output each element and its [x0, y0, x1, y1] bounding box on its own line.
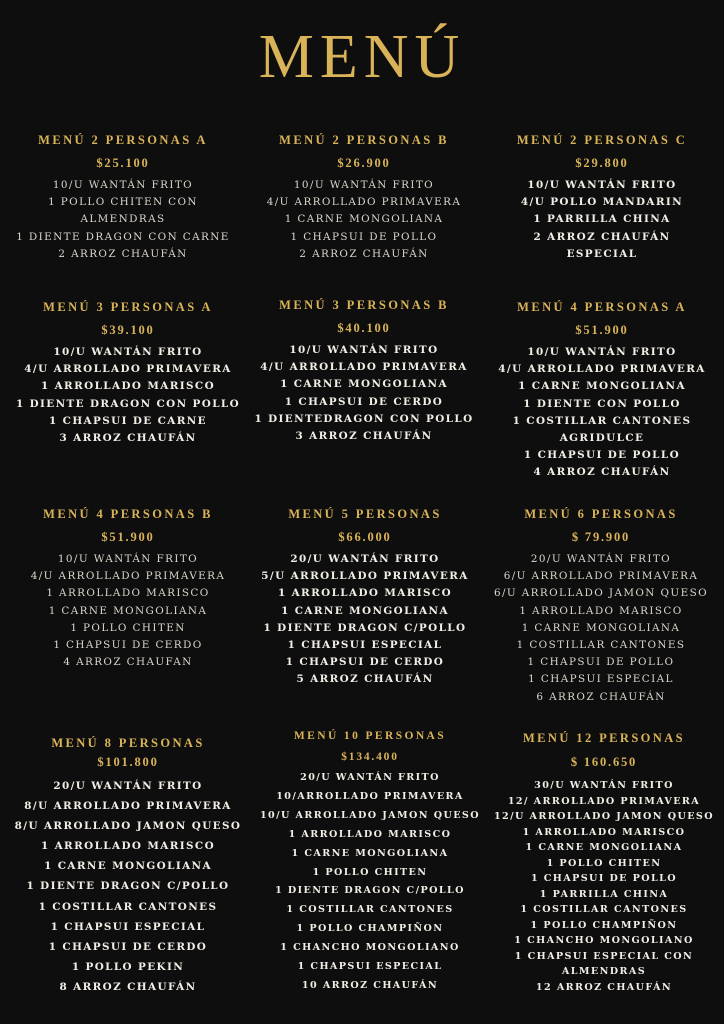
menu-item: 8 ARROZ CHAUFÁN	[59, 980, 197, 993]
menu-item: 1 CARNE MONGOLIANA	[525, 842, 683, 853]
menu-card	[488, 731, 720, 995]
menu-item: 12/U ARROLLADO JAMON QUESO	[493, 811, 715, 822]
menu-price: $66.000	[338, 530, 392, 544]
menu-item: 3 ARROZ CHAUFÁN	[295, 430, 433, 443]
menu-item: 1 CARNE MONGOLIANA	[284, 213, 444, 226]
menu-item: 4/U ARROLLADO PRIMAVERA	[24, 363, 232, 376]
menu-item: 1 CHAPSUI ESPECIAL	[528, 673, 674, 686]
menu-price: $134.400	[341, 751, 399, 763]
menu-price: $29.800	[575, 156, 629, 170]
menu-items	[250, 769, 490, 996]
menu-name: MENÚ 2 PERSONAS A	[38, 133, 208, 147]
menu-price: $26.900	[337, 156, 391, 170]
menu-item: 1 ARROLLADO MARISCO	[46, 587, 210, 600]
menu-name: MENÚ 2 PERSONAS B	[279, 133, 449, 147]
menu-item: 2 ARROZ CHAUFÁN	[58, 247, 188, 260]
menu-item: 4/U ARROLLADO PRIMAVERA	[498, 363, 706, 376]
menu-item: 1 CHAPSUI DE POLLO	[530, 873, 678, 884]
menu-item: ESPECIAL	[566, 247, 638, 260]
menu-item: 10/U WANTÁN FRITO	[527, 346, 677, 358]
menu-item: 1 CARNE MONGOLIANA	[291, 847, 449, 859]
menu-item: 1 ARROLLADO MARISCO	[40, 380, 216, 393]
menu-items	[480, 551, 722, 706]
menu-price: $ 79.900	[571, 530, 631, 544]
menu-item: 1 DIENTE DRAGON CON CARNE	[16, 230, 230, 243]
menu-item: 1 PARRILLA CHINA	[533, 213, 671, 226]
menu-item: 1 ARROLLADO MARISCO	[277, 587, 453, 600]
menu-card	[8, 133, 238, 263]
menu-item: 1 CHAPSUI DE CERDO	[284, 395, 444, 408]
menu-item: 1 POLLO CHITEN	[546, 857, 662, 869]
menu-item: 4 ARROZ CHAUFAN	[63, 656, 193, 669]
menu-item: 1 COSTILLAR CANTONES	[512, 414, 692, 427]
menu-item: 10/U WANTÁN FRITO	[53, 346, 203, 358]
page-title: MENÚ	[258, 23, 466, 91]
menu-item: 10/U WANTÁN FRITO	[52, 179, 194, 191]
menu-item: 20/U WANTÁN FRITO	[53, 780, 203, 792]
menu-item: 4 ARROZ CHAUFÁN	[533, 466, 671, 479]
menu-item: 5 ARROZ CHAUFÁN	[296, 673, 434, 686]
menu-card	[250, 507, 480, 689]
menu-item: 4/U ARROLLADO PRIMAVERA	[30, 570, 226, 583]
menu-item: 4/U POLLO MANDARIN	[520, 196, 684, 209]
menu-name: MENÚ 6 PERSONAS	[524, 507, 678, 521]
menu-item: 20/U WANTÁN FRITO	[300, 772, 440, 783]
menu-item: 8/U ARROLLADO JAMON QUESO	[14, 820, 242, 833]
menu-item: 6 ARROZ CHAUFÁN	[536, 690, 666, 703]
menu-item: 4/U ARROLLADO PRIMAVERA	[266, 196, 462, 209]
menu-item: 12 ARROZ CHAUFÁN	[535, 981, 673, 993]
menu-item: 1 CHAPSUI ESPECIAL CON	[514, 950, 694, 962]
menu-item: 1 DIENTE CON POLLO	[523, 397, 681, 410]
menu-card	[245, 133, 483, 263]
menu-card	[480, 507, 722, 706]
menu-name: MENÚ 8 PERSONAS	[51, 736, 205, 750]
menu-name: MENÚ 5 PERSONAS	[288, 507, 442, 521]
menu-name: MENÚ 4 PERSONAS A	[517, 300, 687, 314]
menu-item: 1 POLLO CHITEN CON	[48, 196, 198, 209]
menu-item: 1 COSTILLAR CANTONES	[516, 639, 686, 652]
menu-item: 1 CHAPSUI ESPECIAL	[50, 920, 206, 933]
menu-item: 10 ARROZ CHAUFÁN	[301, 979, 439, 991]
menu-item: 1 ARROLLADO MARISCO	[519, 604, 683, 617]
menu-item: 1 POLLO CHITEN	[312, 866, 428, 878]
menu-item: 6/U ARROLLADO PRIMAVERA	[503, 570, 699, 583]
menu-item: 10/U WANTÁN FRITO	[527, 179, 677, 191]
menu-name: MENÚ 3 PERSONAS A	[43, 300, 213, 314]
menu-item: AGRIDULCE	[559, 432, 645, 445]
menu-item: 10/ARROLLADO PRIMAVERA	[276, 790, 464, 802]
menu-name: MENÚ 10 PERSONAS	[293, 730, 447, 742]
menu-item: 1 CARNE MONGOLIANA	[48, 604, 208, 617]
menu-item: 1 ARROLLADO MARISCO	[40, 840, 216, 853]
menu-card	[12, 507, 244, 671]
menu-price: $25.100	[96, 156, 150, 170]
menu-item: 10/U WANTÁN FRITO	[293, 179, 435, 191]
menu-item: 1 DIENTE DRAGON CON POLLO	[15, 397, 241, 410]
menu-item: 2 ARROZ CHAUFÁN	[299, 247, 429, 260]
menu-card	[484, 300, 720, 482]
menu-price: $ 160.650	[570, 755, 638, 769]
menu-item: 1 CARNE MONGOLIANA	[281, 604, 449, 617]
menu-item: 10/U WANTÁN FRITO	[57, 553, 199, 565]
menu-item: 1 CHAPSUI DE POLLO	[527, 656, 675, 669]
menu-items	[245, 177, 483, 263]
menu-items	[12, 551, 244, 671]
menu-item: 1 DIENTEDRAGON CON POLLO	[254, 412, 474, 425]
menu-item: 10/U WANTÁN FRITO	[289, 344, 439, 356]
menu-item: 1 CHAPSUI ESPECIAL	[287, 639, 443, 652]
menu-items	[8, 177, 238, 263]
menu-item: 1 POLLO CHAMPIÑON	[296, 923, 444, 935]
menu-price: $40.100	[337, 321, 391, 335]
menu-item: 5/U ARROLLADO PRIMAVERA	[261, 570, 469, 583]
menu-item: 1 CHAPSUI ESPECIAL	[297, 961, 443, 973]
menu-item: 1 POLLO CHAMPIÑON	[530, 919, 678, 931]
menu-item: 4/U ARROLLADO PRIMAVERA	[260, 361, 468, 374]
menu-item: 1 POLLO CHITEN	[70, 621, 186, 634]
menu-items	[484, 344, 720, 482]
menu-item: 1 DIENTE DRAGON C/POLLO	[26, 880, 230, 893]
menu-item: 1 ARROLLADO MARISCO	[288, 828, 452, 840]
menu-item: 12/ ARROLLADO PRIMAVERA	[507, 795, 701, 807]
menu-items	[488, 778, 720, 995]
menu-items	[244, 342, 484, 445]
menu-card	[250, 730, 490, 996]
menu-item: 1 CHAPSUI DE CARNE	[49, 414, 207, 427]
menu-item: 1 PARRILLA CHINA	[539, 888, 669, 900]
menu-name: MENÚ 12 PERSONAS	[522, 731, 686, 745]
menu-item: 1 CARNE MONGOLIANA	[44, 860, 212, 873]
menu-price: $39.100	[101, 323, 155, 337]
menu-name: MENÚ 4 PERSONAS B	[43, 507, 213, 521]
menu-card	[244, 298, 484, 445]
menu-item: 1 CARNE MONGOLIANA	[280, 378, 448, 391]
menu-items	[8, 344, 248, 447]
menu-item: 3 ARROZ CHAUFÁN	[59, 432, 197, 445]
menu-item: 1 CHAPSUI DE CERDO	[48, 940, 208, 953]
menu-items	[250, 551, 480, 689]
menu-name: MENÚ 2 PERSONAS C	[516, 133, 688, 147]
menu-item: ALMENDRAS	[80, 213, 166, 226]
menu-item: 1 COSTILLAR CANTONES	[38, 900, 218, 913]
menu-item: 1 CHAPSUI DE CERDO	[53, 639, 203, 652]
menu-card	[486, 133, 718, 263]
menu-item: 1 COSTILLAR CANTONES	[286, 904, 454, 916]
menu-item: 1 DIENTE DRAGON C/POLLO	[263, 621, 467, 634]
menu-item: 1 CHAPSUI DE POLLO	[290, 230, 438, 243]
menu-card	[8, 736, 248, 997]
menu-items	[8, 776, 248, 997]
menu-price: $101.800	[97, 755, 159, 769]
menu-item: 6/U ARROLLADO JAMON QUESO	[493, 587, 708, 600]
menu-items	[486, 177, 718, 263]
menu-item: 1 CARNE MONGOLIANA	[518, 380, 686, 393]
menu-item: 30/U WANTÁN FRITO	[534, 780, 674, 791]
menu-item: 20/U WANTÁN FRITO	[290, 553, 440, 565]
menu-item: 8/U ARROLLADO PRIMAVERA	[24, 800, 232, 813]
menu-item: 20/U WANTÁN FRITO	[530, 553, 672, 565]
menu-name: MENÚ 3 PERSONAS B	[279, 298, 449, 312]
menu-price: $51.900	[575, 323, 629, 337]
menu-item: 1 CHAPSUI DE POLLO	[523, 449, 681, 462]
menu-card	[8, 300, 248, 447]
menu-item: 2 ARROZ CHAUFÁN	[533, 230, 671, 243]
menu-item: 1 CHAPSUI DE CERDO	[285, 656, 445, 669]
menu-item: 10/U ARROLLADO JAMON QUESO	[259, 809, 481, 821]
menu-item: 1 ARROLLADO MARISCO	[522, 826, 686, 838]
menu-item: 1 CHANCHO MONGOLIANO	[514, 935, 694, 946]
menu-item: 1 CHANCHO MONGOLIANO	[280, 942, 460, 954]
menu-item: 1 DIENTE DRAGON C/POLLO	[275, 885, 465, 897]
menu-item: 1 CARNE MONGOLIANA	[521, 621, 681, 634]
menu-item: 1 COSTILLAR CANTONES	[520, 904, 688, 915]
menu-item: 1 POLLO PEKIN	[71, 960, 185, 973]
menu-price: $51.900	[101, 530, 155, 544]
menu-item: ALMENDRAS	[561, 966, 647, 977]
